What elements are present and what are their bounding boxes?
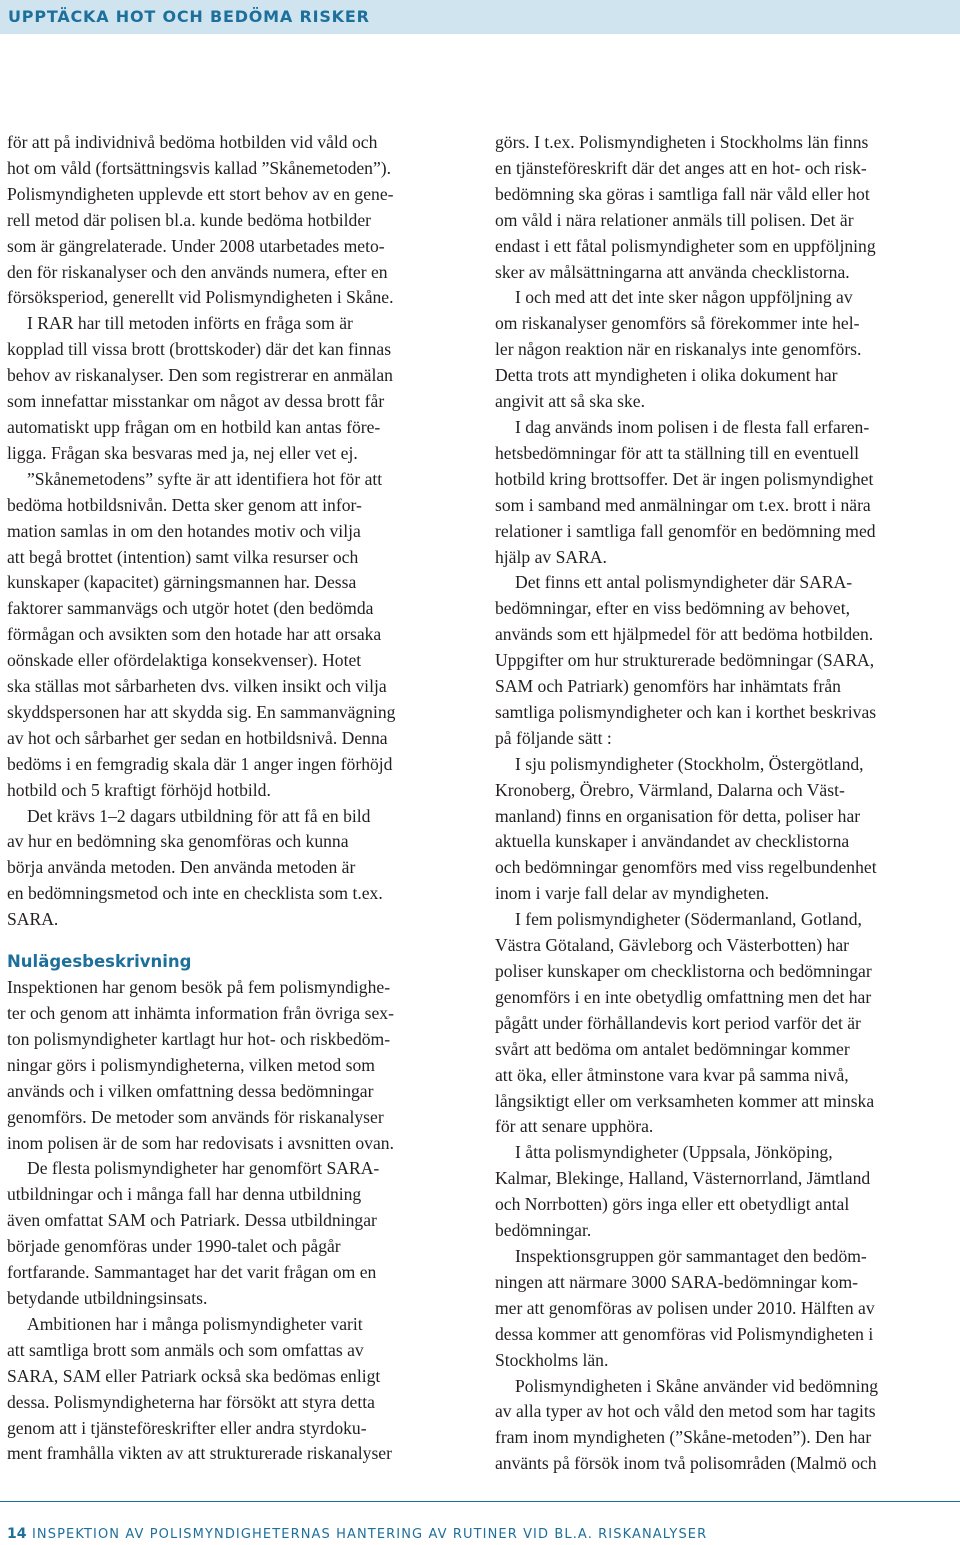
- text-line: att öka, eller åtminstone vara kvar på samma nivå,: [495, 1064, 849, 1085]
- section-title: UPPTÄCKA HOT OCH BEDÖMA RISKER: [8, 7, 370, 26]
- paragraph: [7, 311, 469, 466]
- text-line: Kronoberg, Örebro, Värmland, Dalarna och Väst-: [495, 779, 845, 800]
- text-line: hotbild och 5 kraftigt förhöjd hotbild.: [7, 779, 271, 800]
- text-line: ton polismyndigheter kartlagt hur hot- och riskbedöm-: [7, 1028, 391, 1049]
- text-line: används som ett hjälpmedel för att bedöma hotbilden.: [495, 624, 874, 645]
- text-line: manland) finns en organisation för detta, poliser har: [495, 805, 861, 826]
- text-line: genom att i tjänsteföreskrifter eller andra styrdoku-: [7, 1417, 367, 1438]
- subheading: Nulägesbeskrivning: [7, 952, 192, 972]
- text-line: I och med att det inte sker någon uppföljning av: [515, 287, 853, 308]
- text-line: en bedömningsmetod och inte en checklista som t.ex.: [7, 883, 383, 904]
- header-banner: [0, 0, 960, 34]
- text-line: görs. I t.ex. Polismyndigheten i Stockholms län finns: [495, 132, 869, 152]
- text-line: aktuella kunskaper i användandet av checklistorna: [495, 831, 850, 852]
- text-line: och Norrbotten) görs inga eller ett obetydligt antal: [495, 1194, 850, 1215]
- text-line: den för riskanalyser och den används numera, efter en: [7, 261, 388, 282]
- text-line: av alla typer av hot och våld den metod som har tagits: [495, 1401, 876, 1422]
- text-line: samtliga polismyndigheter och kan i korthet beskrivas: [495, 701, 877, 722]
- text-line: av hur en bedömning ska genomföras och kunna: [7, 831, 349, 852]
- text-line: kunskaper (kapacitet) gärningsmannen har. Dessa: [7, 572, 357, 593]
- paragraph: [495, 1374, 951, 1478]
- text-line: bedömning ska göras i samtliga fall när våld eller hot: [495, 183, 870, 204]
- paragraph: [495, 130, 951, 285]
- text-line: SARA.: [7, 909, 59, 930]
- text-line: poliser kunskaper om checklistorna och bedömningar: [495, 961, 872, 981]
- text-line: Stockholms län.: [495, 1349, 609, 1370]
- left-column: [7, 130, 469, 1467]
- text-line: som är gängrelaterade. Under 2008 utarbetades meto-: [7, 235, 385, 256]
- text-line: en tjänsteföreskrift där det anges att en hot- och risk-: [495, 157, 867, 178]
- text-line: av hot och sårbarhet ger sedan en hotbildsnivå. Denna: [7, 727, 388, 748]
- footer-title: INSPEKTION AV POLISMYNDIGHETERNAS HANTERING AV RUTINER VID BL.A. RISKANALYSER: [32, 1527, 708, 1542]
- paragraph: [7, 975, 469, 1156]
- text-line: hjälp av SARA.: [495, 546, 607, 567]
- text-line: rell metod där polisen bl.a. kunde bedöma hotbilder: [7, 209, 371, 230]
- page-footer: [0, 1501, 960, 1545]
- text-line: skyddspersonen har att skydda sig. En sammanvägning: [7, 701, 396, 722]
- text-line: inom polisen är de som har redovisats i avsnitten ovan.: [7, 1132, 394, 1153]
- text-line: genomförs. De metoder som används för riskanalyser: [7, 1106, 384, 1127]
- text-line: SARA, SAM eller Patriark också ska bedömas enligt: [7, 1365, 381, 1386]
- text-line: för att senare upphöra.: [495, 1116, 654, 1137]
- text-line: De flesta polismyndigheter har genomfört SARA-: [27, 1158, 380, 1179]
- text-line: ska ställas mot sårbarheten dvs. vilken insikt och vilja: [7, 676, 387, 697]
- text-line: som i samband med anmälningar om t.ex. brott i nära: [495, 494, 871, 515]
- text-line: om riskanalyser genomförs så förekommer inte hel-: [495, 313, 860, 334]
- text-line: Det krävs 1–2 dagars utbildning för att få en bild: [27, 805, 371, 826]
- text-line: långsiktigt eller om verksamheten kommer att minska: [495, 1090, 875, 1111]
- text-line: ligga. Frågan ska besvaras med ja, nej eller vet ej.: [7, 442, 358, 463]
- text-line: för att på individnivå bedöma hotbilden vid våld och: [7, 132, 378, 152]
- text-line: utbildningar och i många fall har denna utbildning: [7, 1184, 362, 1205]
- text-line: Det finns ett antal polismyndigheter där SARA-: [515, 572, 853, 593]
- text-line: genomförs i en inte obetydlig omfattning men det har: [495, 986, 872, 1007]
- text-line: I fem polismyndigheter (Södermanland, Gotland,: [515, 909, 862, 930]
- text-line: dessa. Polismyndigheterna har försökt att styra detta: [7, 1391, 375, 1412]
- paragraph: [7, 130, 469, 311]
- text-line: kopplad till vissa brott (brottskoder) där det kan finnas: [7, 339, 392, 360]
- paragraph: [7, 1156, 469, 1311]
- text-line: om våld i nära relationer anmäls till polisen. Det är: [495, 209, 854, 230]
- text-line: använts på försök inom två polisområden (Malmö och: [495, 1453, 877, 1474]
- text-line: behov av riskanalyser. Den som registrerar en anmälan: [7, 365, 393, 386]
- text-line: används och i vilken omfattning dessa bedömningar: [7, 1080, 374, 1101]
- text-line: svårt att bedöma om antalet bedömningar kommer: [495, 1038, 850, 1059]
- right-column: [495, 130, 951, 1477]
- text-line: SAM och Patriark) genomförs har inhämtats från: [495, 676, 841, 697]
- text-line: faktorer sammanvägs och utgör hotet (den bedömda: [7, 598, 374, 619]
- text-line: började genomföras under 1990-talet och pågår: [7, 1236, 341, 1257]
- text-line: mation samlas in om den hotandes motiv och vilja: [7, 520, 361, 541]
- text-line: förmågan och avsikten som den hotade har att orsaka: [7, 624, 382, 645]
- text-line: sker av målsättningarna att använda checklistorna.: [495, 261, 850, 282]
- text-line: som innefattar misstankar om något av dessa brott får: [7, 391, 385, 412]
- text-line: ler någon reaktion när en riskanalys inte genomförs.: [495, 339, 862, 360]
- paragraph: [495, 752, 951, 907]
- text-line: hotbild kring brottsoffer. Det är ingen polismyndighet: [495, 468, 874, 489]
- paragraph: [7, 467, 469, 804]
- text-line: på följande sätt :: [495, 727, 612, 748]
- text-line: Inspektionen har genom besök på fem polismyndighe-: [7, 977, 391, 998]
- text-line: Polismyndigheten i Skåne använder vid bedömning: [515, 1375, 879, 1396]
- text-line: relationer i samtliga fall genomför en bedömning med: [495, 520, 876, 541]
- text-line: betydande utbildningsinsats.: [7, 1287, 208, 1308]
- text-line: Kalmar, Blekinge, Halland, Västernorrland, Jämtland: [495, 1168, 871, 1189]
- text-line: och bedömningar genomförs med viss regelbundenhet: [495, 857, 877, 878]
- paragraph: [495, 285, 951, 415]
- paragraph: [495, 415, 951, 570]
- text-line: dessa kommer att genomföras vid Polismyndigheten i: [495, 1323, 874, 1344]
- paragraph: [495, 570, 951, 751]
- text-line: även omfattat SAM och Patriark. Dessa utbildningar: [7, 1210, 377, 1231]
- text-line: inom i varje fall delar av myndigheten.: [495, 883, 770, 904]
- text-line: bedömningar.: [495, 1220, 592, 1241]
- text-line: I sju polismyndigheter (Stockholm, Östergötland,: [515, 753, 864, 774]
- text-line: pågått under förhållandevis kort period varför det är: [495, 1012, 861, 1033]
- text-line: ningen att närmare 3000 SARA-bedömningar kom-: [495, 1271, 859, 1292]
- paragraph: [495, 1244, 951, 1374]
- paragraph: [495, 1140, 951, 1244]
- text-line: att begå brottet (intention) samt vilka resurser och: [7, 546, 359, 567]
- text-line: ter och genom att inhämta information från övriga sex-: [7, 1003, 394, 1023]
- text-line: I RAR har till metoden införts en fråga som är: [27, 313, 353, 334]
- paragraph: [495, 907, 951, 1140]
- text-line: börja använda metoden. Den använda metoden är: [7, 857, 356, 878]
- text-line: automatiskt upp frågan om en hotbild kan antas före-: [7, 416, 381, 437]
- text-line: bedömningar, efter en viss bedömning av behovet,: [495, 598, 850, 619]
- text-line: ningar görs i polismyndigheterna, vilken metod som: [7, 1054, 375, 1075]
- text-line: endast i ett fåtal polismyndigheter som en uppföljning: [495, 235, 876, 256]
- text-line: I dag används inom polisen i de flesta fall erfaren-: [515, 416, 870, 437]
- text-line: Detta trots att myndigheten i olika dokument har: [495, 365, 838, 386]
- text-line: fortfarande. Sammantaget har det varit frågan om en: [7, 1262, 377, 1283]
- text-line: Ambitionen har i många polismyndigheter varit: [27, 1313, 363, 1334]
- text-line: hetsbedömningar för att ta ställning till en eventuell: [495, 442, 859, 463]
- text-line: mer att genomföras av polisen under 2010. Hälften av: [495, 1297, 875, 1318]
- text-line: bedöms i en femgradig skala där 1 anger ingen förhöjd: [7, 753, 393, 774]
- text-line: fram inom myndigheten (”Skåne-metoden”). Den har: [495, 1427, 872, 1448]
- text-line: oönskade eller ofördelaktiga konsekvenser). Hotet: [7, 650, 362, 671]
- text-line: bedöma hotbildsnivån. Detta sker genom att infor-: [7, 494, 362, 515]
- text-line: ment framhålla vikten av att strukturerade riskanalyser: [7, 1443, 392, 1464]
- text-line: försöksperiod, generellt vid Polismyndigheten i Skåne.: [7, 287, 394, 308]
- text-line: Inspektionsgruppen gör sammantaget den bedöm-: [515, 1245, 867, 1266]
- paragraph: [7, 804, 469, 934]
- paragraph: [7, 1312, 469, 1467]
- text-line: Polismyndigheten upplevde ett stort behov av en gene-: [7, 183, 394, 204]
- text-line: Uppgifter om hur strukturerade bedömningar (SARA,: [495, 650, 875, 671]
- text-line: hot om våld (fortsättningsvis kallad ”Skånemetoden”).: [7, 157, 392, 178]
- text-line: I åtta polismyndigheter (Uppsala, Jönköping,: [515, 1142, 833, 1163]
- text-line: Västra Götaland, Gävleborg och Västerbotten) har: [495, 935, 850, 956]
- text-line: ”Skånemetodens” syfte är att identifiera hot för att: [27, 468, 383, 489]
- text-line: angivit att så ska ske.: [495, 391, 646, 412]
- page-number: 14: [7, 1526, 27, 1542]
- text-line: att samtliga brott som anmäls och som omfattas av: [7, 1339, 364, 1360]
